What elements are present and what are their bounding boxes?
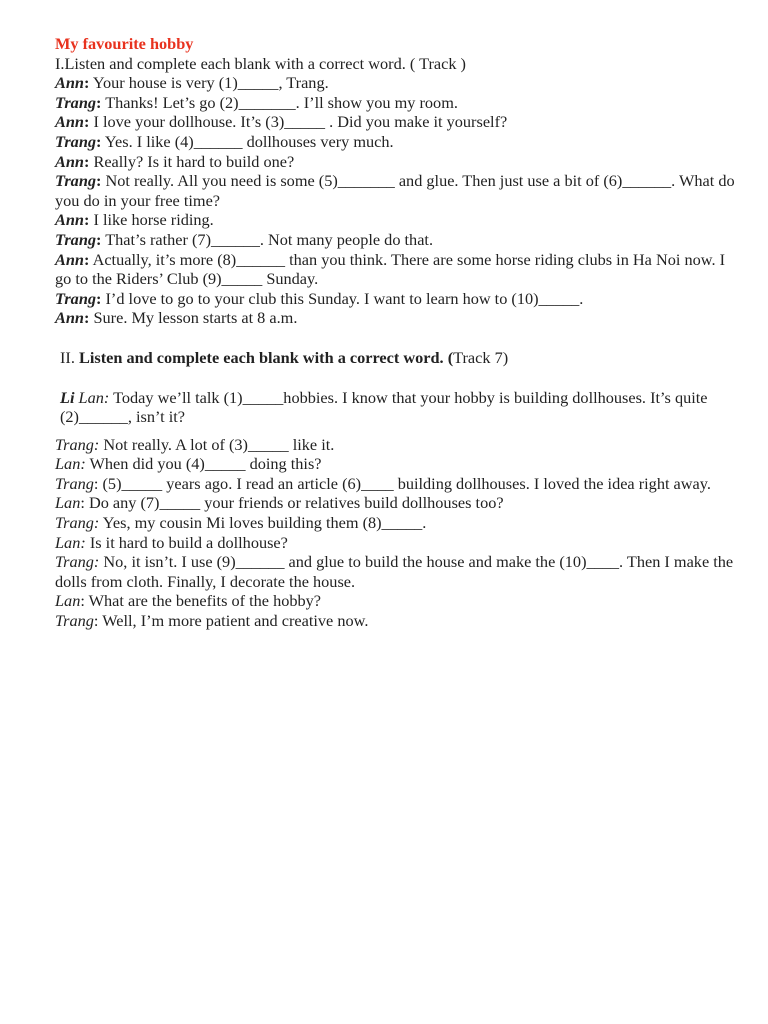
dialogue-line — [55, 493, 745, 513]
speaker-colon: : — [96, 288, 102, 308]
speaker-name: Ann — [55, 249, 84, 269]
section2-dialogue — [55, 435, 745, 631]
dialogue-line — [55, 73, 745, 93]
dialogue-text: Your house is very (1)_____, Trang. — [89, 73, 329, 93]
speaker-name: Ann — [55, 210, 84, 230]
speaker-name: Ann — [55, 308, 84, 328]
dialogue-line — [55, 474, 745, 494]
dialogue-line — [55, 552, 745, 591]
speaker-name: Li — [60, 387, 75, 407]
speaker-name: Lan: — [55, 532, 86, 552]
dialogue-text: Not really. A lot of (3)_____ like it. — [99, 434, 335, 454]
speaker-name: Lan — [55, 591, 81, 611]
dialogue-text: No, it isn’t. I use (9)______ and glue to build the house and make the (10)____. Then I make the dolls from cloth. Finally, I decorate the house. — [55, 552, 734, 591]
speaker-colon: : — [96, 131, 102, 151]
dialogue-text: Yes, my cousin Mi loves building them (8)_____. — [99, 513, 427, 533]
section2-heading-prefix: II. — [60, 347, 79, 367]
dialogue-text: Not really. All you need is some (5)_______ and glue. Then just use a bit of (6)______. What do you do in your free time? — [55, 171, 735, 210]
dialogue-line — [55, 513, 745, 533]
speaker-name: Ann — [55, 151, 84, 171]
dialogue-line — [55, 611, 745, 631]
dialogue-line — [55, 112, 745, 132]
dialogue-text: I’d love to go to your club this Sunday. I want to learn how to (10)_____. — [101, 288, 584, 308]
dialogue-text: Is it hard to build a dollhouse? — [85, 532, 288, 552]
dialogue-line — [55, 250, 745, 289]
dialogue-text: I love your dollhouse. It’s (3)_____ . Did you make it yourself? — [89, 112, 508, 132]
section2-heading-tail: Track 7) — [453, 347, 509, 367]
section1-heading: I.Listen and complete each blank with a correct word. ( Track ) — [55, 53, 466, 73]
speaker-colon: : — [83, 308, 90, 328]
speaker-colon: : — [83, 210, 90, 230]
dialogue-text: : (5)_____ years ago. I read an article (6)____ building dollhouses. I loved the idea right away. — [93, 473, 711, 493]
dialogue-line — [55, 591, 745, 611]
speaker-name: Lan: — [74, 387, 110, 407]
dialogue-text: : Do any (7)_____ your friends or relatives build dollhouses too? — [80, 493, 504, 513]
speaker-name: Trang — [55, 288, 97, 308]
dialogue-line — [55, 289, 745, 309]
section2-heading — [55, 348, 745, 368]
dialogue-line — [55, 152, 745, 172]
speaker-name: Ann — [55, 73, 84, 93]
dialogue-text: : Well, I’m more patient and creative now. — [93, 611, 369, 631]
dialogue-line — [55, 171, 745, 210]
section2-heading-bold: Listen and complete each blank with a correct word. ( — [78, 347, 454, 367]
speaker-colon: : — [83, 249, 90, 269]
dialogue-text: Really? Is it hard to build one? — [89, 151, 295, 171]
dialogue-text: That’s rather (7)______. Not many people do that. — [101, 229, 434, 249]
speaker-colon: : — [83, 151, 90, 171]
speaker-name: Lan: — [55, 454, 86, 474]
speaker-name: Trang — [55, 171, 97, 191]
dialogue-text: : What are the benefits of the hobby? — [80, 591, 322, 611]
section1-dialogue — [55, 73, 745, 328]
speaker-colon: : — [96, 92, 102, 112]
dialogue-text: Yes. I like (4)______ dollhouses very much. — [101, 131, 394, 151]
dialogue-line — [55, 435, 745, 455]
dialogue-text: I like horse riding. — [89, 210, 214, 230]
dialogue-text: When did you (4)_____ doing this? — [85, 454, 322, 474]
speaker-name: Trang: — [55, 434, 100, 454]
speaker-colon: : — [96, 171, 102, 191]
dialogue-text: Actually, it’s more (8)______ than you think. There are some horse riding clubs in Ha Noi now. I go to the Riders’ Club (9)_____ Sunday. — [55, 249, 726, 289]
section2-first-line — [55, 388, 745, 427]
speaker-name: Trang: — [55, 552, 100, 572]
worksheet-content — [55, 34, 745, 631]
speaker-colon: : — [96, 229, 102, 249]
speaker-colon: : — [83, 112, 90, 132]
dialogue-text: Today we’ll talk (1)_____hobbies. I know that your hobby is building dollhouses. It’s quite (2)______, isn’t it? — [60, 387, 708, 427]
dialogue-line — [55, 132, 745, 152]
dialogue-line — [55, 533, 745, 553]
dialogue-line — [55, 210, 745, 230]
speaker-name: Trang — [55, 473, 94, 493]
speaker-name: Trang — [55, 131, 97, 151]
speaker-colon: : — [83, 73, 90, 93]
dialogue-text: Thanks! Let’s go (2)_______. I’ll show you my room. — [101, 92, 458, 112]
speaker-name: Trang: — [55, 513, 100, 533]
dialogue-line — [55, 308, 745, 328]
dialogue-line — [55, 454, 745, 474]
speaker-name: Lan — [55, 493, 81, 513]
speaker-name: Trang — [55, 92, 97, 112]
speaker-name: Trang — [55, 229, 97, 249]
dialogue-line — [55, 93, 745, 113]
dialogue-text: Sure. My lesson starts at 8 a.m. — [89, 308, 298, 328]
dialogue-line — [55, 230, 745, 250]
speaker-name: Ann — [55, 112, 84, 132]
worksheet-title: My favourite hobby — [55, 34, 194, 53]
speaker-name: Trang — [55, 611, 94, 631]
